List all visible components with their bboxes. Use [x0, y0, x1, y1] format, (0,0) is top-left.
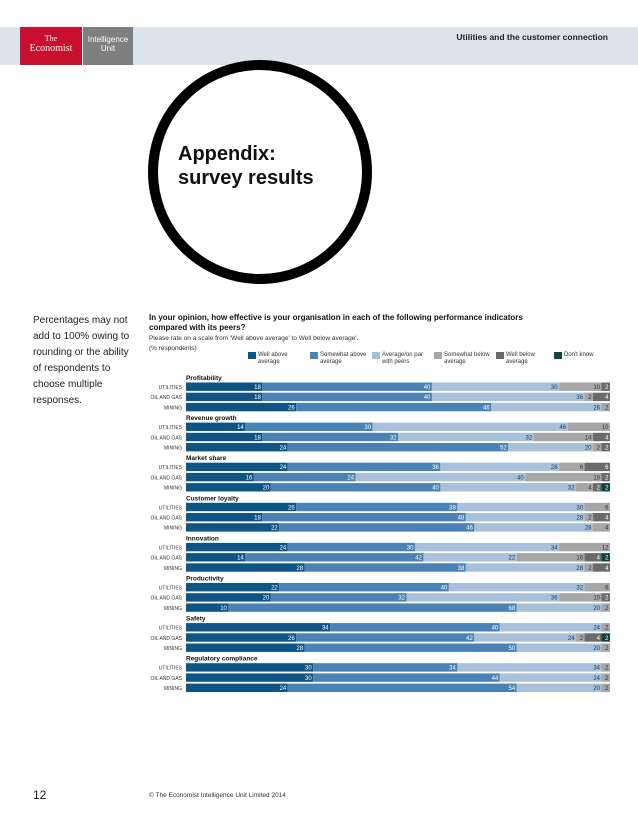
side-note: Percentages may not add to 100% owing to rounding or the ability of respondents to choose multiple responses.	[33, 315, 130, 406]
bar-value-label: 40	[432, 485, 439, 492]
bar-segment	[330, 623, 500, 631]
row-label: UTILITIES	[158, 465, 182, 472]
bar-value-label: 40	[517, 475, 524, 482]
bar-value-label: 30	[305, 665, 312, 672]
row-label: MINING	[163, 445, 182, 452]
bar-segment	[186, 563, 305, 571]
bar-value-label: 20	[262, 485, 270, 492]
bar-segment	[288, 543, 415, 551]
row-label: OIL AND GAS	[150, 475, 182, 482]
bar-segment	[313, 663, 457, 671]
row-label: OIL AND GAS	[150, 555, 182, 562]
unit-line1: Intelligence	[87, 35, 129, 44]
bar-value-label: 2	[605, 405, 609, 412]
bar-segment	[406, 593, 559, 601]
bar-segment	[245, 423, 372, 431]
bar-segment	[457, 663, 601, 671]
group-title: Profitability	[186, 375, 222, 382]
bar-value-label: 28	[576, 515, 584, 522]
bar-segment	[186, 623, 330, 631]
bar-segment	[500, 623, 602, 631]
bar-segment	[271, 593, 407, 601]
bar-segment	[186, 443, 288, 451]
bar-value-label: 50	[508, 646, 516, 652]
bar-value-label: 32	[567, 485, 575, 492]
group-title: Innovation	[186, 535, 219, 543]
bar-segment	[186, 673, 313, 681]
bar-value-label: 24	[593, 625, 601, 632]
bar-value-label: 4	[605, 395, 609, 402]
bar-value-label: 28	[550, 465, 558, 472]
bar-value-label: 6	[605, 585, 609, 592]
bar-value-label: 2	[605, 445, 609, 452]
bar-value-label: 26	[288, 405, 295, 412]
bar-segment	[186, 433, 262, 441]
group-title: Regulatory compliance	[186, 655, 258, 663]
legend-label: Well below average	[506, 352, 535, 365]
bar-value-label: 10	[593, 595, 601, 602]
row-label: MINING	[163, 405, 182, 412]
bar-value-label: 36	[550, 595, 558, 602]
bar-value-label: 2	[605, 485, 609, 492]
bar-segment	[440, 463, 559, 471]
bar-value-label: 24	[279, 545, 287, 552]
bar-value-label: 10	[220, 605, 227, 612]
bar-value-label: 2	[596, 445, 601, 452]
bar-segment	[432, 383, 559, 391]
bar-value-label: 20	[593, 686, 601, 693]
bar-value-label: 24	[593, 675, 601, 682]
bar-segment	[186, 684, 288, 692]
bar-segment	[373, 423, 568, 431]
chart-title: In your opinion, how effective is your organisation in each of the following performance indicators compared with its peers?	[149, 313, 523, 332]
bar-value-label: 6	[605, 505, 609, 512]
bar-segment	[186, 473, 254, 481]
bar-value-label: 54	[508, 686, 516, 693]
bar-segment	[262, 433, 398, 441]
bar-segment	[288, 443, 508, 451]
bar-value-label: 42	[466, 635, 473, 642]
row-label: MINING	[163, 485, 182, 492]
group-title: Revenue growth	[186, 415, 237, 423]
row-label: UTILITIES	[158, 425, 182, 432]
bar-value-label: 30	[576, 505, 584, 512]
bar-segment	[262, 513, 466, 521]
bar-segment	[186, 393, 262, 401]
bar-value-label: 2	[605, 665, 609, 672]
row-label: MINING	[163, 646, 182, 652]
bar-value-label: 34	[321, 625, 329, 632]
bar-value-label: 14	[237, 425, 244, 432]
bar-value-label: 36	[432, 465, 439, 472]
group-title: Safety	[186, 615, 206, 623]
chart-subtitle: Please rate on a scale from 'Well above average' to Well below average'.	[149, 335, 359, 342]
bar-value-label: 38	[457, 565, 465, 572]
bar-value-label: 24	[279, 465, 287, 472]
group-title: Productivity	[186, 575, 224, 583]
bar-value-label: 22	[271, 585, 278, 592]
bar-segment	[186, 483, 271, 491]
bar-segment	[466, 513, 585, 521]
bar-value-label: 18	[254, 385, 261, 391]
bar-value-label: 14	[237, 555, 244, 562]
bar-segment	[262, 393, 432, 401]
row-label: OIL AND GAS	[150, 435, 182, 442]
bar-value-label: 6	[579, 465, 584, 472]
row-label: OIL AND GAS	[150, 635, 182, 642]
bar-value-label: 48	[457, 515, 465, 522]
bar-value-label: 22	[271, 525, 278, 532]
bar-value-label: 12	[601, 545, 609, 552]
row-label: UTILITIES	[158, 385, 182, 391]
bar-segment	[423, 553, 516, 561]
bar-value-label: 26	[288, 635, 295, 642]
logo-line2: Economist	[29, 43, 73, 54]
bar-segment	[517, 684, 602, 692]
bar-value-label: 30	[364, 425, 372, 432]
legend-label: Somewhat below average	[444, 352, 490, 365]
row-label: UTILITIES	[158, 545, 182, 552]
bar-value-label: 24	[347, 475, 355, 482]
chart-unit-note: (% respondents)	[149, 345, 197, 352]
report-title: Utilities and the customer connection	[456, 32, 608, 42]
unit-line2: Unit	[100, 44, 116, 53]
bar-value-label: 38	[449, 505, 456, 512]
bar-value-label: 30	[305, 675, 312, 682]
row-label: UTILITIES	[158, 505, 182, 512]
bar-segment	[254, 473, 356, 481]
bar-value-label: 2	[596, 485, 601, 492]
bar-value-label: 26	[593, 405, 601, 412]
bar-value-label: 4	[588, 485, 592, 492]
group-title: Market share	[186, 455, 227, 463]
bar-value-label: 34	[593, 665, 601, 672]
bar-value-label: 18	[593, 475, 601, 482]
bar-value-label: 2	[579, 635, 584, 642]
bar-value-label: 2	[588, 395, 592, 402]
bar-value-label: 30	[406, 545, 414, 552]
bar-value-label: 68	[508, 605, 516, 612]
bar-value-label: 40	[491, 625, 499, 632]
bar-value-label: 2	[605, 646, 609, 652]
bar-segment	[288, 463, 441, 471]
bar-value-label: 6	[605, 465, 609, 472]
bar-value-label: 2	[605, 555, 609, 562]
copyright: © The Economist Intelligence Unit Limited 2014	[149, 792, 286, 799]
bar-value-label: 4	[605, 435, 609, 442]
bar-value-label: 34	[449, 665, 456, 672]
bar-value-label: 40	[423, 395, 431, 402]
bar-segment	[474, 633, 576, 641]
bar-value-label: 24	[279, 686, 287, 693]
bar-segment	[186, 593, 271, 601]
bar-segment	[517, 553, 585, 561]
bar-value-label: 32	[389, 435, 397, 442]
bar-segment	[186, 463, 288, 471]
bar-segment	[313, 673, 500, 681]
bar-value-label: 34	[550, 545, 558, 552]
bar-value-label: 32	[398, 595, 405, 602]
bar-segment	[432, 393, 585, 401]
bar-segment	[517, 644, 602, 652]
bar-value-label: 4	[605, 525, 609, 532]
bar-value-label: 24	[567, 635, 575, 642]
bar-value-label: 42	[415, 555, 422, 562]
bar-segment	[279, 583, 449, 591]
bar-value-label: 16	[576, 555, 584, 562]
group-title: Customer loyalty	[186, 495, 239, 503]
hero-title-line2: survey results	[178, 167, 314, 189]
row-label: UTILITIES	[158, 625, 182, 632]
bar-segment	[186, 663, 313, 671]
bar-value-label: 32	[525, 435, 533, 442]
row-label: UTILITIES	[158, 585, 182, 592]
bar-segment	[356, 473, 526, 481]
bar-value-label: 36	[576, 395, 584, 402]
bar-value-label: 2	[605, 385, 609, 391]
bar-segment	[296, 633, 474, 641]
bar-segment	[491, 403, 601, 411]
bar-value-label: 26	[288, 505, 295, 512]
bar-value-label: 2	[605, 595, 609, 602]
row-label: OIL AND GAS	[150, 515, 182, 522]
bar-value-label: 22	[508, 555, 516, 562]
bar-value-label: 4	[605, 565, 609, 572]
logo-line1: The	[44, 34, 58, 43]
bar-segment	[186, 543, 288, 551]
bar-segment	[457, 503, 584, 511]
row-label: MINING	[163, 565, 182, 572]
bar-value-label: 24	[279, 445, 287, 452]
bar-segment	[449, 583, 585, 591]
bar-value-label: 16	[245, 475, 253, 482]
bar-value-label: 40	[423, 385, 431, 391]
bar-segment	[466, 563, 585, 571]
bar-segment	[517, 603, 602, 611]
bar-value-label: 20	[584, 445, 592, 452]
bar-segment	[186, 633, 296, 641]
row-label: UTILITIES	[158, 665, 182, 672]
legend-label: Well above average	[258, 352, 288, 365]
bar-value-label: 2	[588, 565, 592, 572]
bar-value-label: 20	[262, 595, 270, 602]
bar-value-label: 20	[593, 605, 601, 612]
bar-segment	[305, 563, 466, 571]
bar-value-label: 46	[483, 405, 490, 412]
bar-value-label: 20	[593, 646, 601, 652]
bar-value-label: 46	[466, 525, 473, 532]
legend-label: Somewhat above average	[320, 352, 367, 365]
bar-value-label: 2	[605, 475, 609, 482]
bar-segment	[186, 403, 296, 411]
bar-segment	[262, 383, 432, 391]
bar-value-label: 28	[296, 565, 304, 572]
bar-value-label: 2	[605, 635, 609, 642]
bar-value-label: 28	[584, 525, 592, 532]
row-label: MINING	[163, 686, 182, 693]
page-number: 12	[33, 788, 47, 802]
bar-segment	[186, 503, 296, 511]
bar-segment	[186, 583, 279, 591]
bar-segment	[296, 403, 491, 411]
bar-value-label: 4	[605, 515, 609, 522]
row-label: OIL AND GAS	[150, 675, 182, 682]
bar-value-label: 18	[254, 435, 261, 442]
bar-value-label: 32	[576, 585, 584, 592]
hero-title-line1: Appendix:	[178, 143, 276, 165]
bar-segment	[271, 483, 441, 491]
bar-value-label: 52	[500, 445, 507, 452]
bar-value-label: 2	[605, 675, 609, 682]
bar-segment	[440, 483, 576, 491]
bar-value-label: 2	[588, 515, 592, 522]
bar-value-label: 4	[596, 555, 601, 562]
bar-value-label: 10	[593, 385, 601, 391]
bar-value-label: 2	[605, 605, 609, 612]
row-label: OIL AND GAS	[150, 595, 182, 602]
bar-value-label: 2	[605, 625, 609, 632]
bar-value-label: 46	[559, 425, 567, 432]
bar-segment	[186, 513, 262, 521]
bar-value-label: 28	[296, 646, 304, 652]
bar-value-label: 30	[550, 385, 558, 391]
bar-value-label: 44	[491, 675, 499, 682]
bar-value-label: 4	[596, 635, 601, 642]
bar-value-label: 2	[605, 686, 609, 693]
row-label: OIL AND GAS	[150, 395, 182, 402]
bar-segment	[398, 433, 534, 441]
bar-segment	[305, 644, 517, 652]
bar-value-label: 10	[601, 425, 609, 432]
bar-value-label: 14	[584, 435, 592, 442]
bar-segment	[474, 523, 593, 531]
bar-value-label: 28	[576, 565, 584, 572]
bar-segment	[415, 543, 559, 551]
bar-segment	[186, 383, 262, 391]
bar-segment	[228, 603, 516, 611]
row-label: MINING	[163, 525, 182, 532]
bar-segment	[525, 473, 601, 481]
bar-segment	[296, 503, 457, 511]
legend-label: Average/on par with peers	[382, 352, 423, 365]
bar-segment	[508, 443, 593, 451]
bar-segment	[186, 523, 279, 531]
legend-label: Don't know	[564, 352, 594, 358]
bar-segment	[186, 644, 305, 652]
row-label: MINING	[163, 605, 182, 612]
bar-segment	[500, 673, 602, 681]
bar-value-label: 18	[254, 395, 261, 402]
bar-segment	[288, 684, 517, 692]
bar-value-label: 18	[254, 515, 261, 522]
bar-segment	[279, 523, 474, 531]
bar-value-label: 40	[440, 585, 448, 592]
bar-segment	[245, 553, 423, 561]
